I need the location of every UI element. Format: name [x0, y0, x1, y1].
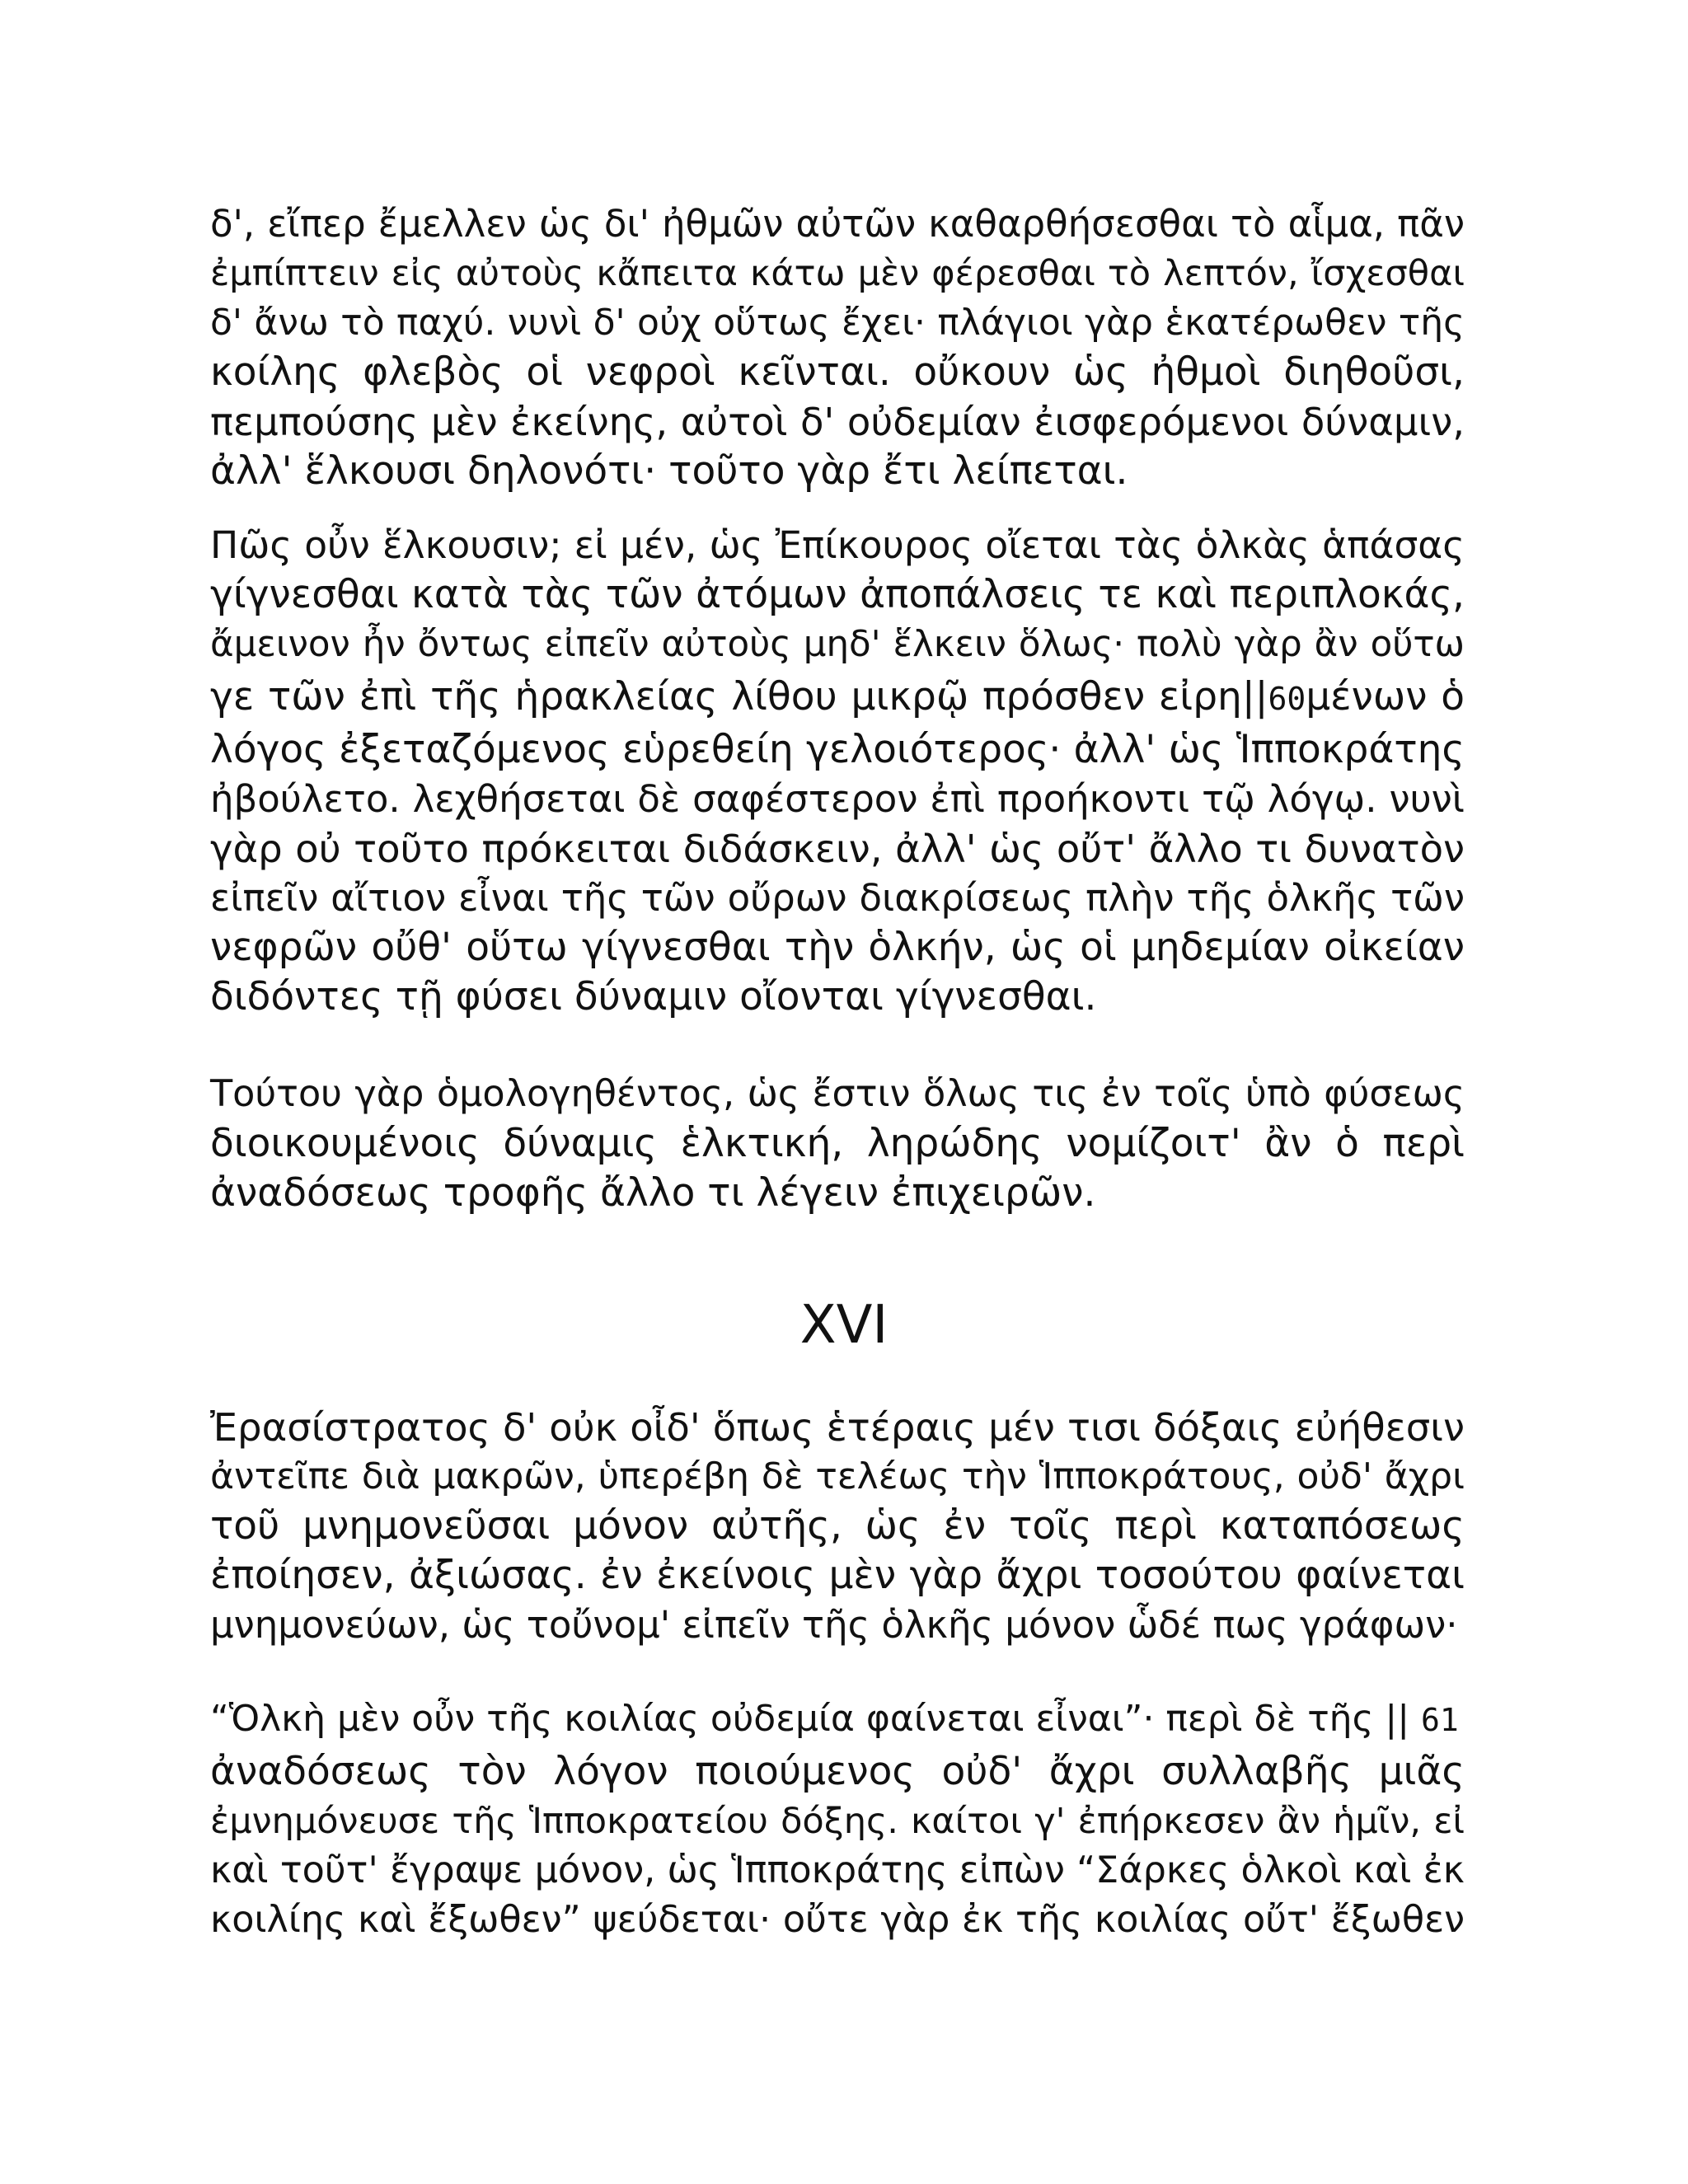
- text-line: Πῶς οὖν ἕλκουσιν; εἰ μέν, ὡς Ἐπίκουρος οἴεται τὰς ὁλκὰς ἁπάσας: [210, 523, 1465, 567]
- text-line: Τούτου γὰρ ὁμολογηθέντος, ὡς ἔστιν ὅλως τις ἐν τοῖς ὑπὸ φύσεως: [210, 1073, 1465, 1115]
- text-line: δ', εἴπερ ἔμελλεν ὡς δι' ἠθμῶν αὐτῶν καθαρθήσεσθαι τὸ αἷμα, πᾶν: [210, 202, 1465, 246]
- text-line: γὰρ οὐ τοῦτο πρόκειται διδάσκειν, ἀλλ' ὡς οὔτ' ἄλλο τι δυνατὸν: [210, 827, 1465, 871]
- text-line: ἄμεινον ἦν ὄντως εἰπεῖν αὐτοὺς μηδ' ἕλκειν ὅλως· πολὺ γὰρ ἂν οὕτω: [210, 624, 1465, 665]
- text-fragment: “Ὁλκὴ μὲν οὖν τῆς κοιλίας οὐδεμία φαίνεται εἶναι”· περὶ δὲ τῆς ||: [210, 1698, 1422, 1740]
- text-line: ἀλλ' ἕλκουσι δηλονότι· τοῦτο γὰρ ἔτι λείπεται.: [210, 448, 1128, 494]
- text-line: ἐμνημόνευσε τῆς Ἱπποκρατείου δόξης. καίτοι γ' ἐπήρκεσεν ἂν ἡμῖν, εἰ: [210, 1801, 1465, 1842]
- text-line: εἰπεῖν αἴτιον εἶναι τῆς τῶν οὔρων διακρίσεως πλὴν τῆς ὁλκῆς τῶν: [210, 876, 1465, 920]
- paragraph-3: [210, 1070, 1465, 1218]
- text-line: τοῦ μνημονεῦσαι μόνον αὐτῆς, ὡς ἐν τοῖς περὶ καταπόσεως: [210, 1503, 1465, 1549]
- text-line: νεφρῶν οὔθ' οὕτω γίγνεσθαι τὴν ὁλκήν, ὡς οἱ μηδεμίαν οἰκείαν: [210, 925, 1465, 970]
- text-line: κοιλίης καὶ ἔξωθεν” ψεύδεται· οὔτε γὰρ ἐκ τῆς κοιλίας οὔτ' ἔξωθεν: [210, 1899, 1465, 1941]
- text-line: μνημονεύων, ὡς τοὔνομ' εἰπεῖν τῆς ὁλκῆς μόνον ὧδέ πως γράφων·: [210, 1603, 1458, 1647]
- text-line: γίγνεσθαι κατὰ τὰς τῶν ἀτόμων ἀποπάλσεις τε καὶ περιπλοκάς,: [210, 572, 1465, 617]
- paragraph-2: [210, 521, 1465, 1022]
- page-number: 60: [1268, 681, 1306, 717]
- text-line: καὶ τοῦτ' ἔγραψε μόνον, ὡς Ἱπποκράτης εἰπὼν “Σάρκες ὁλκοὶ καὶ ἐκ: [210, 1849, 1465, 1891]
- page-marker-line: [210, 1691, 1465, 1747]
- text-line: ἀναδόσεως τροφῆς ἄλλο τι λέγειν ἐπιχειρῶν.: [210, 1170, 1096, 1216]
- text-line: Ἐρασίστρατος δ' οὐκ οἶδ' ὅπως ἑτέραις μέν τισι δόξαις εὐήθεσιν: [210, 1405, 1465, 1450]
- text-line: ἀντεῖπε διὰ μακρῶν, ὑπερέβη δὲ τελέως τὴν Ἱπποκράτους, οὐδ' ἄχρι: [210, 1455, 1465, 1497]
- text-line: δ' ἄνω τὸ παχύ. νυνὶ δ' οὐχ οὕτως ἔχει· πλάγιοι γὰρ ἑκατέρωθεν τῆς: [210, 302, 1465, 344]
- paragraph-5: [210, 1691, 1465, 1945]
- text-line: ἠβούλετο. λεχθήσεται δὲ σαφέστερον ἐπὶ προήκοντι τῷ λόγῳ. νυνὶ: [210, 777, 1465, 821]
- text-fragment: γε τῶν ἐπὶ τῆς ἡρακλείας λίθου μικρῷ πρόσθεν εἰρη||: [210, 674, 1268, 719]
- text-fragment: μένων ὁ: [1306, 674, 1465, 719]
- text-line: διδόντες τῇ φύσει δύναμιν οἴονται γίγνεσθαι.: [210, 974, 1097, 1019]
- text-line: λόγος ἐξεταζόμενος εὑρεθείη γελοιότερος· ἀλλ' ὡς Ἱπποκράτης: [210, 727, 1465, 772]
- paragraph-1: [210, 199, 1465, 496]
- page-number: 61: [1421, 1702, 1459, 1738]
- text-line: ἐμπίπτειν εἰς αὐτοὺς κἄπειτα κάτω μὲν φέρεσθαι τὸ λεπτόν, ἴσχεσθαι: [210, 253, 1465, 294]
- text-line: ἐποίησεν, ἀξιώσας. ἐν ἐκείνοις μὲν γὰρ ἄχρι τοσούτου φαίνεται: [210, 1553, 1465, 1598]
- text-line: πεμπούσης μὲν ἐκείνης, αὐτοὶ δ' οὐδεμίαν ἐισφερόμενοι δύναμιν,: [210, 400, 1465, 444]
- chapter-heading: XVI: [799, 1295, 889, 1356]
- paragraph-4: [210, 1403, 1465, 1650]
- page-marker-line: [210, 669, 1465, 725]
- text-line: κοίλης φλεβὸς οἱ νεφροὶ κεῖνται. οὔκουν ὡς ἠθμοὶ διηθοῦσι,: [210, 349, 1465, 395]
- text-line: διοικουμένοις δύναμις ἑλκτική, ληρώδης νομίζοιτ' ἂν ὁ περὶ: [210, 1121, 1465, 1166]
- text-line: ἀναδόσεως τὸν λόγον ποιούμενος οὐδ' ἄχρι συλλαβῆς μιᾶς: [210, 1749, 1465, 1794]
